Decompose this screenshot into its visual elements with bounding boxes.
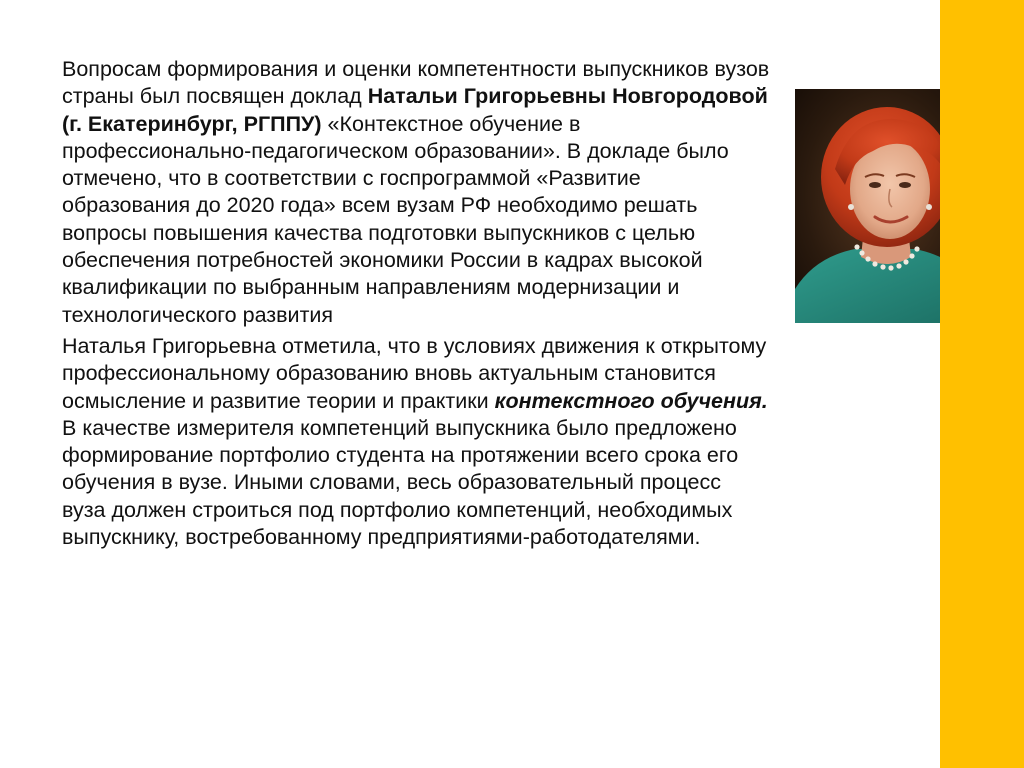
paragraph-2-intro: Наталья Григорьевна отметила, что в условиях движения к открытому профессиональному образованию вновь актуальным становится осмысление и развитие теории и практики bbox=[62, 333, 767, 413]
paragraph-1 bbox=[62, 56, 770, 329]
paragraph-2 bbox=[62, 333, 770, 551]
paragraph-1-rest: «Контекстное обучение в профессионально-педагогическом образовании». В докладе было отмечено, что в соответствии с госпрограммой «Развитие образования до 2020 года» всем вузам РФ необходимо решать вопросы повышения качества подготовки выпускников с целью обеспечения потребностей экономики России в кадрах высокой квалификации по выбранным направлениям модернизации и технологического развития bbox=[62, 111, 729, 327]
accent-bar bbox=[940, 0, 1024, 768]
paragraph-2-rest: В качестве измерителя компетенций выпускника было предложено формирование портфолио студента на протяжении всего срока его обучения в вузе. Иными словами, весь образовательный процесс вуза должен строиться под портфолио компетенций, необходимых выпускнику, востребованному предприятиями-работодателями. bbox=[62, 415, 739, 550]
emphasis-term: контекстного обучения. bbox=[494, 388, 768, 413]
slide-text bbox=[62, 56, 770, 555]
paragraph-1-intro: Вопросам формирования и оценки компетентности выпускников вузов страны был посвящен доклад bbox=[62, 57, 770, 109]
speaker-name: Натальи Григорьевны Новгородовой (г. Екатеринбург, РГППУ) bbox=[62, 84, 768, 136]
